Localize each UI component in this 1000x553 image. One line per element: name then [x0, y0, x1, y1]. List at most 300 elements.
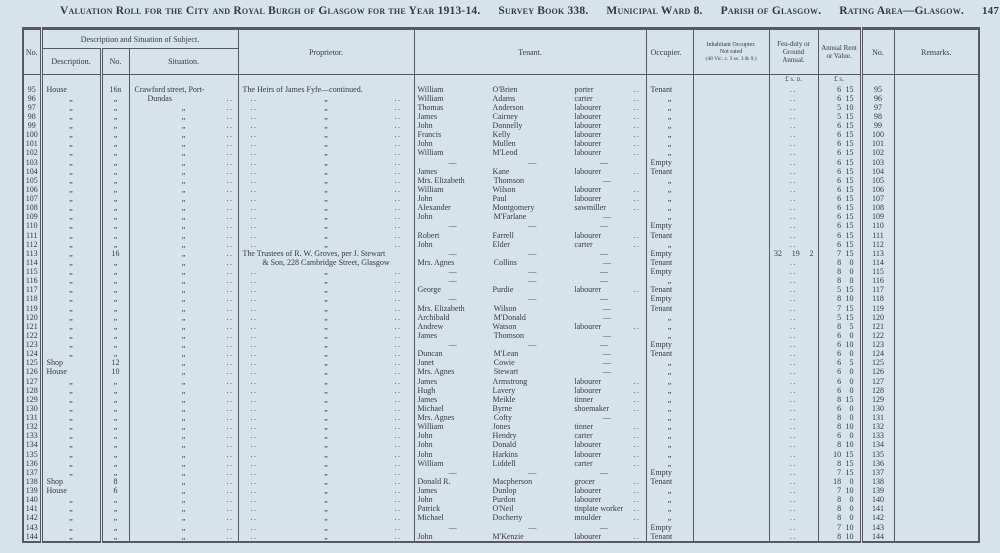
cell-row-no: 119 [23, 304, 41, 313]
cell-feu-duty: .. [769, 103, 818, 112]
cell-feu-duty: .. [769, 240, 818, 249]
cell-remarks [894, 523, 979, 532]
cell-inhabitant-occupier [693, 367, 769, 376]
cell-tenant: William Wilson labourer .. [414, 185, 646, 194]
cell-proprietor: .. „ .. [238, 148, 414, 157]
col-header-annual-rent: Annual Rent or Value. [818, 29, 861, 75]
cell-house-no: „ [101, 212, 129, 221]
cell-occupier: „ [646, 121, 693, 130]
col-header-feu-duty: Feu-duty or Ground Annual. [769, 29, 818, 75]
cell-inhabitant-occupier [693, 294, 769, 303]
cell-no-right: 133 [861, 431, 894, 440]
cell-proprietor: .. „ .. [238, 221, 414, 230]
cell-remarks [894, 486, 979, 495]
cell-remarks [894, 212, 979, 221]
cell-no-right: 118 [861, 294, 894, 303]
cell-proprietor: .. „ .. [238, 513, 414, 522]
cell-inhabitant-occupier [693, 386, 769, 395]
cell-description: „ [41, 404, 101, 413]
cell-occupier: „ [646, 276, 693, 285]
units-row [23, 75, 979, 85]
cell-annual-rent: 6 10 [818, 340, 861, 349]
cell-remarks [894, 112, 979, 121]
table-row [23, 221, 979, 230]
cell-annual-rent: 6 15 [818, 240, 861, 249]
table-row [23, 486, 979, 495]
cell-tenant: John Elder carter .. [414, 240, 646, 249]
cell-inhabitant-occupier [693, 477, 769, 486]
cell-row-no: 139 [23, 486, 41, 495]
cell-description: „ [41, 139, 101, 148]
cell-inhabitant-occupier [693, 221, 769, 230]
cell-description: „ [41, 413, 101, 422]
cell-row-no: 95 [23, 85, 41, 94]
cell-inhabitant-occupier [693, 148, 769, 157]
cell-occupier: „ [646, 240, 693, 249]
cell-house-no: 10 [101, 367, 129, 376]
cell-proprietor: .. „ .. [238, 395, 414, 404]
cell-situation: „ .. [129, 267, 238, 276]
cell-inhabitant-occupier [693, 495, 769, 504]
cell-no-right: 101 [861, 139, 894, 148]
cell-annual-rent: 6 15 [818, 212, 861, 221]
table-row [23, 130, 979, 139]
cell-no-right: 128 [861, 386, 894, 395]
cell-annual-rent: 5 10 [818, 103, 861, 112]
cell-remarks [894, 450, 979, 459]
title-segment: Parish of Glasgow. [720, 5, 822, 17]
cell-house-no: „ [101, 139, 129, 148]
col-header-occupier: Occupier. [646, 29, 693, 75]
cell-remarks [894, 404, 979, 413]
table-row [23, 459, 979, 468]
cell-inhabitant-occupier [693, 468, 769, 477]
cell-description: „ [41, 450, 101, 459]
cell-row-no: 105 [23, 176, 41, 185]
cell-annual-rent: 5 15 [818, 112, 861, 121]
cell-inhabitant-occupier [693, 349, 769, 358]
cell-row-no: 110 [23, 221, 41, 230]
cell-no-right: 141 [861, 504, 894, 513]
cell-row-no: 104 [23, 167, 41, 176]
cell-remarks [894, 504, 979, 513]
cell-inhabitant-occupier [693, 513, 769, 522]
cell-remarks [894, 294, 979, 303]
cell-row-no: 103 [23, 158, 41, 167]
cell-description: „ [41, 431, 101, 440]
cell-remarks [894, 395, 979, 404]
cell-occupier: Empty [646, 158, 693, 167]
cell-inhabitant-occupier [693, 103, 769, 112]
table-row [23, 212, 979, 221]
cell-house-no: „ [101, 285, 129, 294]
cell-situation: „ .. [129, 121, 238, 130]
cell-row-no: 142 [23, 513, 41, 522]
cell-row-no: 138 [23, 477, 41, 486]
cell-proprietor: .. „ .. [238, 523, 414, 532]
cell-description: „ [41, 267, 101, 276]
table-row [23, 395, 979, 404]
cell-annual-rent: 8 15 [818, 459, 861, 468]
cell-annual-rent: 8 0 [818, 276, 861, 285]
cell-tenant: James Armstrong labourer .. [414, 377, 646, 386]
cell-tenant: Archibald M'Donald — [414, 313, 646, 322]
cell-proprietor: .. „ .. [238, 139, 414, 148]
cell-inhabitant-occupier [693, 459, 769, 468]
cell-remarks [894, 167, 979, 176]
cell-no-right: 129 [861, 395, 894, 404]
cell-description: „ [41, 94, 101, 103]
cell-annual-rent: 6 15 [818, 221, 861, 230]
cell-annual-rent: 7 15 [818, 249, 861, 258]
cell-blank [646, 75, 693, 85]
cell-row-no: 98 [23, 112, 41, 121]
cell-remarks [894, 121, 979, 130]
cell-occupier: „ [646, 112, 693, 121]
cell-description: „ [41, 194, 101, 203]
cell-occupier: Tenant [646, 349, 693, 358]
cell-remarks [894, 459, 979, 468]
table-row [23, 431, 979, 440]
cell-occupier: Empty [646, 267, 693, 276]
cell-house-no: „ [101, 331, 129, 340]
table-row [23, 468, 979, 477]
cell-proprietor: .. „ .. [238, 386, 414, 395]
cell-tenant: Mrs. Agnes Cofty — [414, 413, 646, 422]
title-segment: Rating Area—Glasgow. [839, 5, 964, 17]
cell-feu-duty: .. [769, 167, 818, 176]
cell-description: „ [41, 340, 101, 349]
cell-house-no: „ [101, 404, 129, 413]
cell-description: „ [41, 377, 101, 386]
cell-proprietor: .. „ .. [238, 349, 414, 358]
cell-tenant: Andrew Watson labourer .. [414, 322, 646, 331]
cell-description: „ [41, 212, 101, 221]
cell-tenant: William Liddell carter .. [414, 459, 646, 468]
cell-inhabitant-occupier [693, 258, 769, 267]
cell-situation: „ .. [129, 304, 238, 313]
cell-description: House [41, 486, 101, 495]
cell-annual-rent: 8 0 [818, 504, 861, 513]
cell-annual-rent: 6 5 [818, 358, 861, 367]
cell-inhabitant-occupier [693, 404, 769, 413]
cell-house-no: „ [101, 395, 129, 404]
table-row [23, 304, 979, 313]
cell-feu-duty: .. [769, 331, 818, 340]
cell-row-no: 102 [23, 148, 41, 157]
cell-feu-duty: .. [769, 85, 818, 94]
cell-no-right: 106 [861, 185, 894, 194]
table-row [23, 94, 979, 103]
cell-proprietor: .. „ .. [238, 331, 414, 340]
cell-row-no: 101 [23, 139, 41, 148]
cell-annual-rent: 6 15 [818, 94, 861, 103]
cell-occupier: „ [646, 386, 693, 395]
cell-house-no: „ [101, 276, 129, 285]
cell-description: „ [41, 304, 101, 313]
cell-house-no: „ [101, 322, 129, 331]
cell-proprietor: .. „ .. [238, 532, 414, 542]
cell-tenant: — — — [414, 267, 646, 276]
cell-annual-rent: 8 10 [818, 422, 861, 431]
cell-no-right: 126 [861, 367, 894, 376]
cell-remarks [894, 130, 979, 139]
cell-remarks [894, 194, 979, 203]
cell-occupier: Empty [646, 468, 693, 477]
cell-situation: „ .. [129, 249, 238, 258]
cell-description: „ [41, 103, 101, 112]
title-segment: Survey Book 338. [498, 5, 589, 17]
cell-inhabitant-occupier [693, 212, 769, 221]
cell-description: „ [41, 130, 101, 139]
cell-description: „ [41, 203, 101, 212]
cell-tenant: Mrs. Elizabeth Wilson — [414, 304, 646, 313]
table-row [23, 532, 979, 542]
title-segment: Valuation Roll for the City and Royal Burgh of Glasgow for the Year 1913-14. [60, 5, 481, 17]
cell-feu-duty: .. [769, 504, 818, 513]
cell-proprietor: .. „ .. [238, 276, 414, 285]
cell-proprietor: .. „ .. [238, 304, 414, 313]
cell-tenant: John Donnelly labourer .. [414, 121, 646, 130]
table-row [23, 340, 979, 349]
cell-proprietor: .. „ .. [238, 495, 414, 504]
cell-proprietor: .. „ .. [238, 231, 414, 240]
cell-occupier: „ [646, 504, 693, 513]
cell-remarks [894, 331, 979, 340]
cell-situation: „ .. [129, 340, 238, 349]
cell-description: „ [41, 386, 101, 395]
cell-situation: „ .. [129, 276, 238, 285]
cell-proprietor: .. „ .. [238, 358, 414, 367]
cell-annual-rent: 6 15 [818, 176, 861, 185]
cell-remarks [894, 340, 979, 349]
cell-tenant: — — — [414, 249, 646, 258]
cell-tenant: James Meikle tinner .. [414, 395, 646, 404]
cell-situation: „ .. [129, 322, 238, 331]
cell-feu-duty: .. [769, 523, 818, 532]
cell-situation: „ .. [129, 358, 238, 367]
cell-occupier: „ [646, 194, 693, 203]
cell-situation: „ .. [129, 413, 238, 422]
cell-description: „ [41, 258, 101, 267]
cell-blank [23, 75, 41, 85]
cell-row-no: 121 [23, 322, 41, 331]
table-row [23, 203, 979, 212]
cell-inhabitant-occupier [693, 313, 769, 322]
cell-description: „ [41, 148, 101, 157]
cell-occupier: „ [646, 413, 693, 422]
cell-tenant: — — — [414, 468, 646, 477]
cell-feu-duty: .. [769, 495, 818, 504]
table-row [23, 231, 979, 240]
table-row [23, 495, 979, 504]
cell-tenant: Mrs. Agnes Stewart — [414, 367, 646, 376]
cell-description: Shop [41, 477, 101, 486]
cell-house-no: „ [101, 459, 129, 468]
cell-inhabitant-occupier [693, 94, 769, 103]
cell-no-right: 115 [861, 267, 894, 276]
cell-house-no: „ [101, 158, 129, 167]
cell-house-no: „ [101, 431, 129, 440]
cell-tenant: John Paul labourer .. [414, 194, 646, 203]
cell-occupier: „ [646, 313, 693, 322]
cell-row-no: 129 [23, 395, 41, 404]
cell-remarks [894, 221, 979, 230]
cell-house-no: „ [101, 313, 129, 322]
cell-situation: „ .. [129, 176, 238, 185]
cell-house-no: „ [101, 130, 129, 139]
cell-occupier: „ [646, 185, 693, 194]
cell-no-right: 95 [861, 85, 894, 94]
cell-feu-duty: .. [769, 194, 818, 203]
cell-annual-rent: 6 15 [818, 158, 861, 167]
cell-proprietor: .. „ .. [238, 468, 414, 477]
table-row [23, 103, 979, 112]
cell-inhabitant-occupier [693, 285, 769, 294]
cell-house-no: „ [101, 203, 129, 212]
cell-occupier: Empty [646, 221, 693, 230]
cell-row-no: 130 [23, 404, 41, 413]
cell-remarks [894, 85, 979, 94]
cell-feu-duty: .. [769, 148, 818, 157]
cell-house-no: „ [101, 240, 129, 249]
cell-inhabitant-occupier [693, 267, 769, 276]
cell-inhabitant-occupier [693, 504, 769, 513]
cell-no-right: 130 [861, 404, 894, 413]
cell-occupier: „ [646, 486, 693, 495]
col-header-remarks: Remarks. [894, 29, 979, 75]
cell-situation: „ .. [129, 240, 238, 249]
cell-house-no: „ [101, 267, 129, 276]
table-row [23, 285, 979, 294]
cell-proprietor: .. „ .. [238, 103, 414, 112]
cell-row-no: 140 [23, 495, 41, 504]
cell-annual-rent: 7 15 [818, 468, 861, 477]
cell-feu-duty: .. [769, 340, 818, 349]
cell-annual-rent: 6 15 [818, 194, 861, 203]
cell-occupier: „ [646, 395, 693, 404]
table-row [23, 276, 979, 285]
cell-proprietor: .. „ .. [238, 340, 414, 349]
cell-house-no: „ [101, 440, 129, 449]
cell-inhabitant-occupier [693, 249, 769, 258]
cell-situation: „ .. [129, 331, 238, 340]
cell-house-no: 16b [101, 85, 129, 94]
cell-occupier: Empty [646, 294, 693, 303]
cell-tenant: Francis Kelly labourer .. [414, 130, 646, 139]
cell-feu-duty: .. [769, 285, 818, 294]
cell-feu-duty: .. [769, 276, 818, 285]
cell-feu-duty: .. [769, 94, 818, 103]
cell-house-no: „ [101, 185, 129, 194]
cell-annual-rent: 8 10 [818, 532, 861, 542]
cell-occupier: „ [646, 212, 693, 221]
cell-description: „ [41, 285, 101, 294]
cell-occupier: Tenant [646, 532, 693, 542]
cell-no-right: 142 [861, 513, 894, 522]
feu-duty-units: £ s. d. [769, 75, 818, 85]
cell-occupier: „ [646, 331, 693, 340]
cell-house-no: „ [101, 504, 129, 513]
cell-occupier: Empty [646, 523, 693, 532]
cell-tenant: Alexander Montgomery sawmiller .. [414, 203, 646, 212]
cell-row-no: 131 [23, 413, 41, 422]
cell-row-no: 118 [23, 294, 41, 303]
cell-feu-duty: .. [769, 358, 818, 367]
cell-remarks [894, 285, 979, 294]
cell-no-right: 105 [861, 176, 894, 185]
cell-row-no: 128 [23, 386, 41, 395]
cell-tenant: William O'Brien porter .. [414, 85, 646, 94]
cell-tenant: Janet Cowie — [414, 358, 646, 367]
cell-feu-duty: .. [769, 267, 818, 276]
cell-tenant: Duncan M'Lean — [414, 349, 646, 358]
cell-occupier: Tenant [646, 85, 693, 94]
cell-feu-duty: .. [769, 440, 818, 449]
cell-house-no: „ [101, 386, 129, 395]
cell-tenant: Patrick O'Neil tinplate worker .. [414, 504, 646, 513]
col-header-proprietor: Proprietor. [238, 29, 414, 75]
cell-tenant: James Dunlop labourer .. [414, 486, 646, 495]
cell-situation: „ .. [129, 221, 238, 230]
cell-inhabitant-occupier [693, 358, 769, 367]
table-row [23, 294, 979, 303]
cell-feu-duty: .. [769, 121, 818, 130]
cell-proprietor: The Heirs of James Fyfe—continued. [238, 85, 414, 94]
cell-annual-rent: 8 0 [818, 258, 861, 267]
cell-occupier: Tenant [646, 231, 693, 240]
cell-situation: „ .. [129, 258, 238, 267]
cell-no-right: 100 [861, 130, 894, 139]
cell-house-no: „ [101, 103, 129, 112]
valuation-table [22, 27, 980, 543]
cell-situation: „ .. [129, 440, 238, 449]
cell-row-no: 143 [23, 523, 41, 532]
cell-house-no: „ [101, 258, 129, 267]
cell-row-no: 111 [23, 231, 41, 240]
cell-occupier: Tenant [646, 258, 693, 267]
cell-inhabitant-occupier [693, 340, 769, 349]
cell-occupier: Tenant [646, 285, 693, 294]
cell-remarks [894, 367, 979, 376]
cell-feu-duty: 32 19 2 [769, 249, 818, 258]
cell-tenant: Mrs. Elizabeth Thomson — [414, 176, 646, 185]
cell-house-no: „ [101, 450, 129, 459]
cell-feu-duty: .. [769, 349, 818, 358]
col-header-sub-situation: Situation. [129, 49, 238, 75]
cell-annual-rent: 6 15 [818, 203, 861, 212]
cell-house-no: „ [101, 304, 129, 313]
cell-annual-rent: 6 15 [818, 130, 861, 139]
cell-situation: „ .. [129, 404, 238, 413]
page-title [60, 5, 1000, 17]
cell-tenant: James Kane labourer .. [414, 167, 646, 176]
cell-situation: „ .. [129, 231, 238, 240]
cell-feu-duty: .. [769, 431, 818, 440]
cell-inhabitant-occupier [693, 130, 769, 139]
cell-occupier: „ [646, 422, 693, 431]
cell-annual-rent: 18 0 [818, 477, 861, 486]
cell-annual-rent: 7 10 [818, 486, 861, 495]
cell-house-no: „ [101, 523, 129, 532]
cell-proprietor: The Trustees of R. W. Groves, per J. Stewart [238, 249, 414, 258]
cell-proprietor: .. „ .. [238, 203, 414, 212]
cell-remarks [894, 148, 979, 157]
cell-remarks [894, 413, 979, 422]
cell-annual-rent: 6 0 [818, 404, 861, 413]
cell-annual-rent: 6 0 [818, 377, 861, 386]
inhabitant-header-line3: (48 Vic. c. 3 ss. 3 & 9.) [705, 55, 757, 62]
